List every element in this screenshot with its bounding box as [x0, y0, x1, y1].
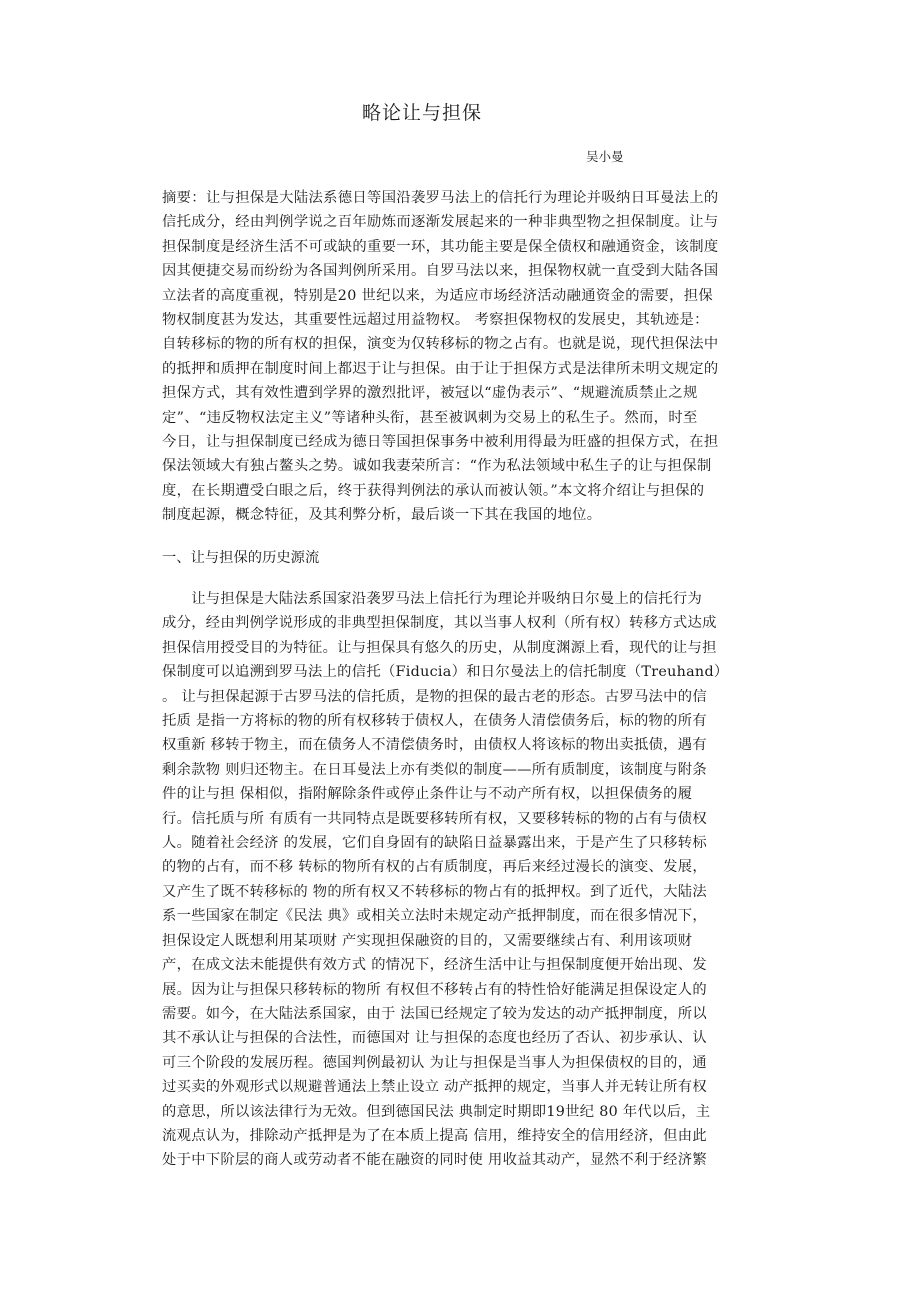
document-title: 略论让与担保 [362, 102, 483, 124]
abstract-paragraph [162, 186, 788, 528]
text-line: 流观点认为，排除动产抵押是为了在本质上提高 信用，维持安全的信用经济，但由此 [162, 1127, 707, 1144]
text-line: 的物的占有，而不移 转标的物所有权的占有质制度，再后来经过漫长的演变、发展， [162, 859, 707, 876]
text-line: 剩余款物 则归还物主。在日耳曼法上亦有类似的制度——所有质制度，该制度与附条 [162, 761, 707, 778]
text-line: 过买卖的外观形式以规避普通法上禁止设立 动产抵押的规定，当事人并无转让所有权 [162, 1079, 707, 1096]
text-line: 成分，经由判例学说形成的非典型担保制度，其以当事人权利（所有权）转移方式达成 [162, 615, 717, 632]
text-line: 信托成分，经由判例学说之百年励炼而逐渐发展起来的一种非典型物之担保制度。让与 [162, 214, 719, 231]
text-line: 度，在长期遭受白眼之后，终于获得判例法的承认而被认领。”本文将介绍让与担保的 [162, 482, 705, 499]
text-line: 担保制度是经济生活不可或缺的重要一环，其功能主要是保全债权和融通资金，该制度 [162, 238, 719, 255]
text-line: 行。信托质与所 有质有一共同特点是既要移转所有权，又要移转标的物的占有与债权 [162, 810, 707, 827]
text-line: 让与担保是大陆法系国家沿袭罗马法上信托行为理论并吸纳日尔曼上的信托行为 [162, 591, 703, 607]
text-line: 权重新 移转于物主，而在债务人不清偿债务时，由债权人将该标的物出卖抵债，遇有 [162, 737, 707, 754]
text-line: 展。因为让与担保只移转标的物所 有权但不移转占有的特性恰好能满足担保设定人的 [162, 981, 707, 998]
text-line: 件的让与担 保相似，指附解除条件或停止条件让与不动产所有权，以担保债务的履 [162, 786, 693, 803]
text-line: 立法者的高度重视，特别是20 世纪以来，为适应市场经济活动融通资金的需要，担保 [162, 287, 714, 304]
text-line: 处于中下阶层的商人或劳动者不能在融资的同时使 用收益其动产，显然不利于经济繁 [162, 1152, 707, 1169]
text-line: 担保设定人既想利用某项财 产实现担保融资的目的，又需要继续占有、利用该项财 [162, 932, 693, 949]
body-paragraph [162, 587, 792, 1173]
text-line: 托质 是指一方将标的物的所有权移转于债权人，在债务人清偿债务后，标的物的所有 [162, 713, 707, 730]
text-line: 的抵押和质押在制度时间上都迟于让与担保。由于让于担保方式是法律所未明文规定的 [162, 360, 719, 377]
author-name: 吴小曼 [586, 149, 624, 164]
text-line: 因其便捷交易而纷纷为各国判例所采用。自罗马法以来，担保物权就一直受到大陆各国 [162, 263, 719, 280]
text-line: 今日，让与担保制度已经成为德日等国担保事务中被利用得最为旺盛的担保方式，在担 [162, 434, 719, 451]
text-line: 担保方式，其有效性遭到学界的激烈批评，被冠以“虚伪表示”、“规避流质禁止之规 [162, 385, 698, 402]
text-line: 保制度可以追溯到罗马法上的信托（Fiducia）和日尔曼法上的信托制度（Treuhand） [162, 664, 729, 681]
section-heading: 一、让与担保的历史源流 [162, 550, 320, 566]
text-line: 又产生了既不转移标的 物的所有权又不转移标的物占有的抵押权。到了近代，大陆法 [162, 883, 707, 900]
text-line: 自转移标的物的所有权的担保，演变为仅转移标的物之占有。也就是说，现代担保法中 [162, 336, 719, 353]
text-line: 定”、“违反物权法定主义”等诸种头衔，甚至被讽刺为交易上的私生子。然而，时至 [162, 409, 698, 426]
text-line: 摘要：让与担保是大陆法系德日等国沿袭罗马法上的信托行为理论并吸纳日耳曼法上的 [162, 190, 719, 206]
text-line: 系一些国家在制定《民法 典》或相关立法时未规定动产抵押制度，而在很多情况下， [162, 908, 707, 925]
text-line: 人。随着社会经济 的发展，它们自身固有的缺陷日益暴露出来，于是产生了只移转标 [162, 835, 707, 852]
text-line: 的意思，所以该法律行为无效。但到德国民法 典制定时期即19世纪 80 年代以后，主 [162, 1103, 711, 1120]
text-line: 物权制度甚为发达，其重要性远超过用益物权。 考察担保物权的发展史，其轨迹是： [162, 312, 709, 329]
text-line: 。 让与担保起源于古罗马法的信托质，是物的担保的最古老的形态。古罗马法中的信 [162, 688, 707, 705]
text-line: 产，在成文法未能提供有效方式 的情况下，经济生活中让与担保制度便开始出现、发 [162, 957, 707, 974]
text-line: 制度起源，概念特征，及其利弊分析，最后谈一下其在我国的地位。 [162, 507, 602, 524]
text-line: 需要。如今，在大陆法系国家，由于 法国已经规定了较为发达的动产抵押制度，所以 [162, 1005, 707, 1022]
text-line: 其不承认让与担保的合法性，而德国对 让与担保的态度也经历了否认、初步承认、认 [162, 1030, 707, 1047]
text-line: 担保信用授受目的为特征。让与担保具有悠久的历史，从制度渊源上看，现代的让与担 [162, 639, 717, 656]
text-line: 可三个阶段的发展历程。德国判例最初认 为让与担保是当事人为担保债权的目的，通 [162, 1054, 707, 1071]
text-line: 保法领域大有独占鳌头之势。诚如我妻荣所言：“作为私法领域中私生子的让与担保制 [162, 458, 712, 475]
